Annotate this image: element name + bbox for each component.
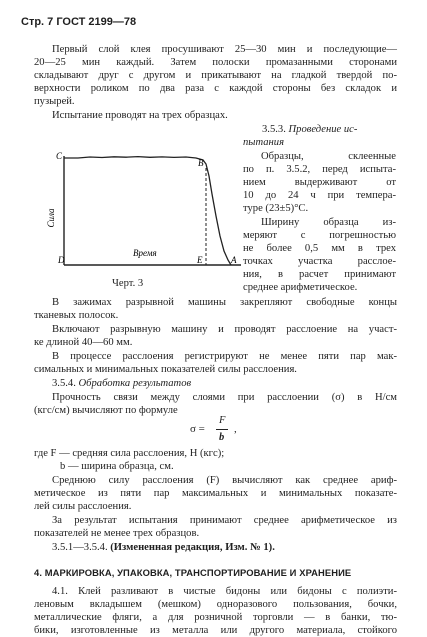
s353-line-10: ния, в расчет принимают <box>243 269 396 280</box>
s353-line-9: точках участка расслое- <box>243 256 396 267</box>
para1-line-3: складывают друг с другом и прикатывают на гладкой твердой по- <box>34 70 397 81</box>
start-line-2: ке длиной 40—60 мм. <box>34 337 133 348</box>
start-line-1: Включают разрывную машину и проводят расслоение на участ- <box>52 324 397 335</box>
s41-line-4: бики, изготовленные из металла или другого материала, стойкого <box>34 625 397 636</box>
para1-line-1: Первый слой клея просушивают 25—30 мин и последующие— <box>52 44 397 55</box>
s354-title: Обработка результатов <box>78 378 192 389</box>
section-4-heading: 4. МАРКИРОВКА, УПАКОВКА, ТРАНСПОРТИРОВАНИЕ И ХРАНЕНИЕ <box>34 567 352 578</box>
formula-tail: , <box>234 423 237 435</box>
x-axis-label: Время <box>133 248 157 258</box>
s41-line-3: металлические фляги, а для розничной торговли — в банки, тю- <box>34 612 397 623</box>
fraction-bar <box>216 429 228 430</box>
amendment-ref: 3.5.1—3.5.4. <box>52 542 108 553</box>
formula-denominator: b <box>219 432 225 443</box>
s353-line-6: Ширину образца из- <box>261 217 396 228</box>
strength-line-1: Прочность связи между слоями при расслоении (σ) в Н/см <box>52 392 397 403</box>
amendment-line <box>52 541 275 554</box>
s353-line-11: среднее арифметическое. <box>243 282 358 293</box>
para1-line-5: пузырей. <box>34 96 75 107</box>
point-e-label: E <box>197 255 203 265</box>
s354-number: 3.5.4. <box>52 378 76 389</box>
where-line-1: где F — средняя сила расслоения, Н (кгс); <box>34 448 225 459</box>
para1-line-2: 20—25 мин каждый. Затем полоски промазанными сторонами <box>34 57 397 68</box>
para1-line-4: верхности роликом по два раза с каждой стороны без складок и <box>34 83 397 94</box>
amendment-text: (Измененная редакция, Изм. № 1). <box>110 542 275 553</box>
force-time-diagram <box>38 146 248 272</box>
clamps-line-2: тканевых полосок. <box>34 310 119 321</box>
s354-heading <box>52 377 191 390</box>
point-a-label: A <box>231 255 237 265</box>
register-line-2: симальных и минимальных показателей силы расслоения. <box>34 364 297 375</box>
s353-title-line-2: пытания <box>243 137 285 148</box>
figure-caption: Черт. 3 <box>112 278 144 289</box>
point-d-label: D <box>58 255 65 265</box>
formula-lhs: σ = <box>190 423 205 435</box>
s353-title: Проведение ис- <box>288 124 358 135</box>
s353-line-2: по п. 3.5.2, перед испыта- <box>243 164 396 175</box>
s353-number: 3.5.3. <box>262 124 286 135</box>
s353-line-5: туре (23±5)°С. <box>243 203 309 214</box>
result-line-2: показателей не менее трех образцов. <box>34 528 200 539</box>
point-c-label: C <box>56 151 63 161</box>
page-header: Стр. 7 ГОСТ 2199—78 <box>21 16 137 28</box>
s353-line-3: нием выдерживают от <box>243 177 396 188</box>
formula-numerator: F <box>219 415 226 426</box>
avg-line-1: Среднюю силу расслоения (F) вычисляют как среднее ариф- <box>52 475 397 486</box>
clamps-line-1: В зажимах разрывной машины закрепляют свободные концы <box>52 297 397 308</box>
y-axis-label: Сила <box>46 208 56 228</box>
test-three-samples: Испытание проводят на трех образцах. <box>52 110 228 121</box>
s353-line-4: 10 до 24 ч при темпера- <box>243 190 396 201</box>
result-line-1: За результат испытания принимают среднее арифметическое из <box>52 515 397 526</box>
s353-title-line-1 <box>262 123 357 136</box>
avg-line-2: метическое из пяти пар максимальных и минимальных показате- <box>34 488 397 499</box>
s41-line-2: леновым вкладышем (мешком) одноразового пользования, бочки, <box>34 599 397 610</box>
s41-line-1: 4.1. Клей разливают в чистые бидоны или бидоны с полиэти- <box>52 586 397 597</box>
strength-line-2: (кгс/см) вычисляют по формуле <box>34 405 178 416</box>
where-line-2: b — ширина образца, см. <box>60 461 174 472</box>
avg-line-3: лей силы расслоения. <box>34 501 132 512</box>
s353-line-8: не более 0,5 мм в трех <box>243 243 396 254</box>
register-line-1: В процессе расслоения регистрируют не менее пяти пар мак- <box>52 351 397 362</box>
point-b-label: B <box>198 158 204 168</box>
s353-line-7: меряют с погрешностью <box>243 230 396 241</box>
s353-line-1: Образцы, склеенные <box>261 151 396 162</box>
